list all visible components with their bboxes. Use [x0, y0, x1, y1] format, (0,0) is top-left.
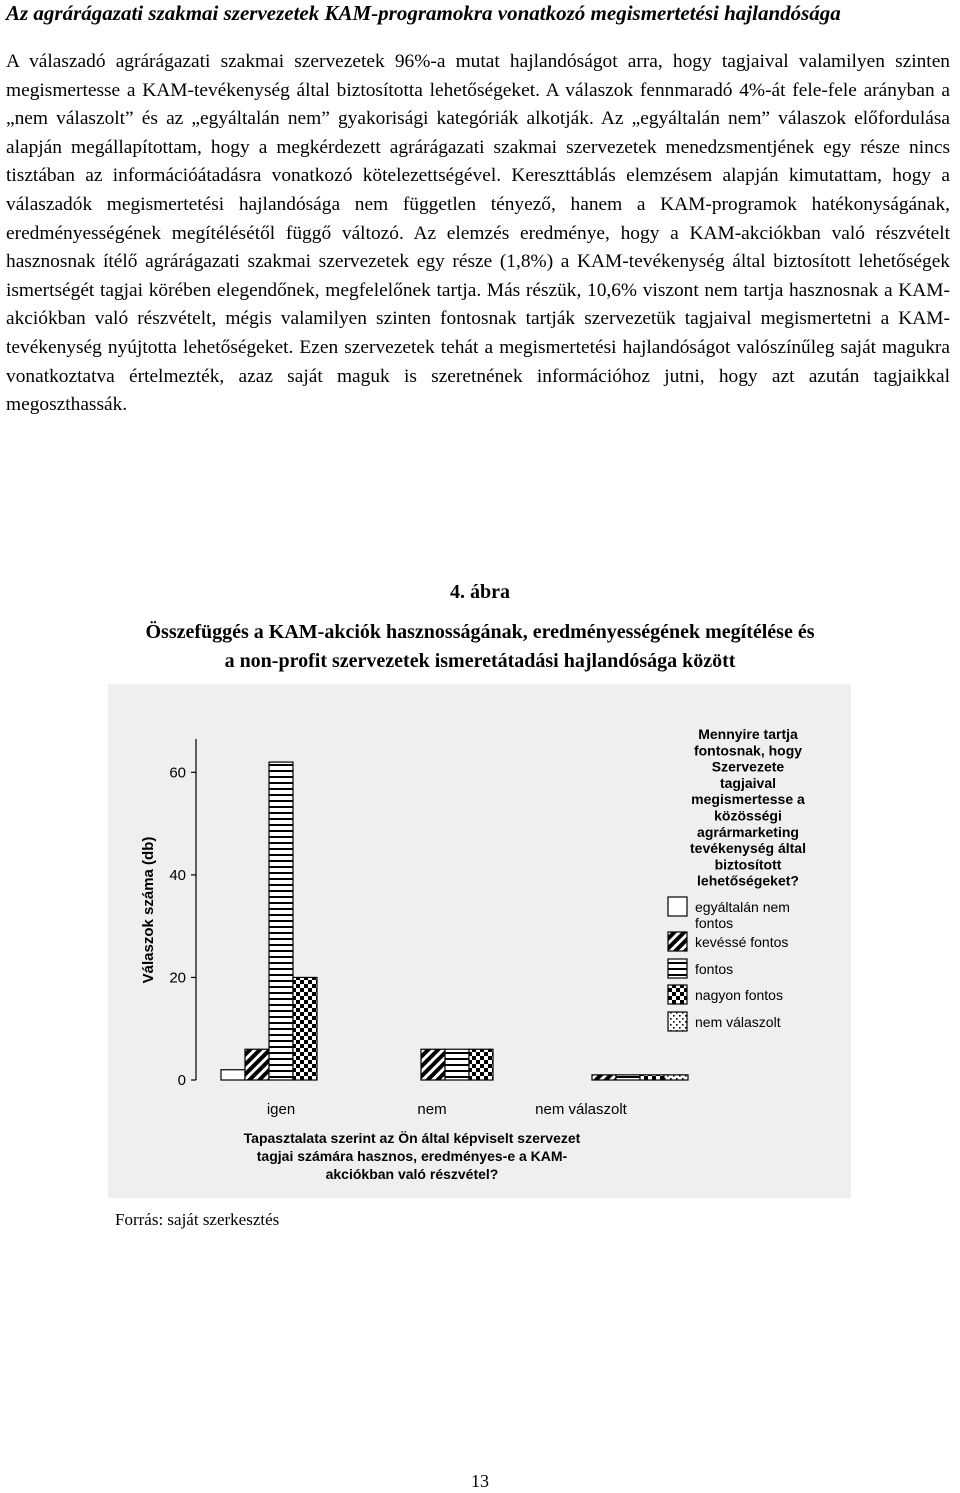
- bar-nem-horizontal: [445, 1049, 469, 1080]
- y-tick-label: 0: [177, 1072, 186, 1089]
- legend-swatch-checker: [668, 985, 687, 1004]
- bar-nem-diagonal: [421, 1049, 445, 1080]
- legend-title-line: biztosított: [714, 856, 782, 873]
- legend-label: fontos: [695, 915, 734, 931]
- x-axis-title-line: Tapasztalata szerint az Ön által képviselt szervezet: [243, 1130, 581, 1146]
- legend-swatch-dotted: [668, 1012, 687, 1031]
- legend-label: kevéssé fontos: [695, 934, 789, 950]
- legend-title-line: megismertesse a: [691, 791, 805, 808]
- bar-igen-horizontal: [269, 762, 293, 1080]
- x-axis-title-line: akciókban való részvétel?: [325, 1166, 499, 1182]
- legend-swatch-diagonal: [668, 932, 687, 951]
- legend-title-line: közösségi: [714, 807, 782, 824]
- bar-igen-diagonal: [245, 1049, 269, 1080]
- figure-number: 4. ábra: [450, 581, 510, 603]
- bar-nem-válaszolt-horizontal: [616, 1075, 640, 1080]
- x-category-label: nem: [417, 1101, 447, 1118]
- bar-nem-válaszolt-diagonal: [592, 1075, 616, 1080]
- legend-title-line: agrármarketing: [697, 823, 799, 840]
- legend-title-line: tevékenység által: [690, 840, 806, 857]
- x-axis-title-line: tagjai számára hasznos, eredményes-e a KAM-: [256, 1148, 568, 1164]
- body-paragraph: A válaszadó agrárágazati szakmai szervezetek 96%-a mutat hajlandóságot arra, hogy tagjaival valamilyen szinten megismertesse a KAM-tevékenység által biztosította lehetőségeket. A válaszok fennmaradó 4%-át fele-fele arányban a „nem válaszolt” és az „egyáltalán nem” gyakorisági kategóriák alkotják. Az „egyáltalán nem” válaszok előfordulása alapján megállapítottam, hogy a megkérdezett agrárágazati szakmai szervezetek menedzsmentjének egy része nincs tisztában az információátadásra vonatkozó kötelezettségével. Kereszttáblás elemzésem alapján kimutattam, hogy a válaszadók megismertetési hajlandósága nem független tényező, hanem a KAM-programok hatékonyságának, eredményességének megítélésétől függő változó. Az elemzés eredménye, hogy a KAM-akciókban való részvételt hasznosnak ítélő agrárágazati szakmai szervezetek egy része (1,8%) a KAM-tevékenység által biztosított lehetőségek ismertségét tagjai körében elegendőnek, megfelelőnek tartja. Más részük, 10,6% viszont nem tartja hasznosnak a KAM-akciókban való részvételt, mégis valamilyen szinten fontosnak tartják szervezetük tagjaival megismertetni a KAM-tevékenység nyújtotta lehetőségeket. Ezen szervezetek tehát a megismertetési hajlandóságot valószínűleg saját magukra vonatkoztatva értelmezték, azaz saját maguk is szeretnének információhoz jutni, hogy azt azután tagjaikkal megoszthassák.: [6, 51, 950, 416]
- legend-label: egyáltalán nem: [695, 899, 790, 915]
- legend: [668, 726, 806, 1031]
- x-category-label: nem válaszolt: [535, 1101, 627, 1118]
- legend-title-line: Mennyire tartja: [698, 726, 798, 742]
- y-tick-label: 40: [169, 866, 186, 884]
- section-heading: Az agrárágazati szakmai szervezetek KAM-programokra vonatkozó megismertetési hajlandósága: [6, 1, 841, 25]
- figure-title-line-2: a non-profit szervezetek ismeretátadási hajlandósága között: [224, 650, 736, 672]
- bar-nem-checker: [469, 1049, 493, 1080]
- bar-nem-válaszolt-checker: [640, 1075, 664, 1080]
- legend-label: nagyon fontos: [695, 987, 783, 1003]
- figure-title-line-1: Összefüggés a KAM-akciók hasznosságának, eredményességének megítélése és: [145, 621, 815, 643]
- x-axis-categories: [267, 1101, 628, 1118]
- legend-title-line: fontosnak, hogy: [693, 742, 803, 759]
- legend-swatch-horizontal: [668, 959, 687, 978]
- bar-igen-checker: [293, 977, 317, 1080]
- figure-source: Forrás: saját szerkesztés: [115, 1210, 280, 1229]
- legend-label: nem válaszolt: [695, 1014, 781, 1030]
- chart-container: [108, 684, 851, 1198]
- page-number: 13: [471, 1471, 489, 1491]
- bar-chart: [108, 684, 851, 1198]
- legend-swatch-empty: [668, 897, 687, 916]
- legend-title-line: Szervezete: [711, 758, 785, 775]
- bar-igen-empty: [221, 1070, 245, 1080]
- axis-titles: [140, 837, 581, 1182]
- y-tick-label: 60: [169, 764, 186, 782]
- bars-group: [221, 762, 688, 1080]
- figure-title: [0, 618, 960, 676]
- legend-title-line: lehetőségeket?: [697, 872, 799, 889]
- legend-title-line: tagjaival: [719, 774, 777, 791]
- legend-label: fontos: [695, 961, 734, 977]
- y-axis: [169, 739, 196, 1089]
- y-axis-title: Válaszok száma (db): [140, 836, 157, 984]
- y-tick-label: 20: [169, 969, 186, 987]
- x-category-label: igen: [266, 1101, 296, 1118]
- bar-nem-válaszolt-dotted: [664, 1075, 688, 1080]
